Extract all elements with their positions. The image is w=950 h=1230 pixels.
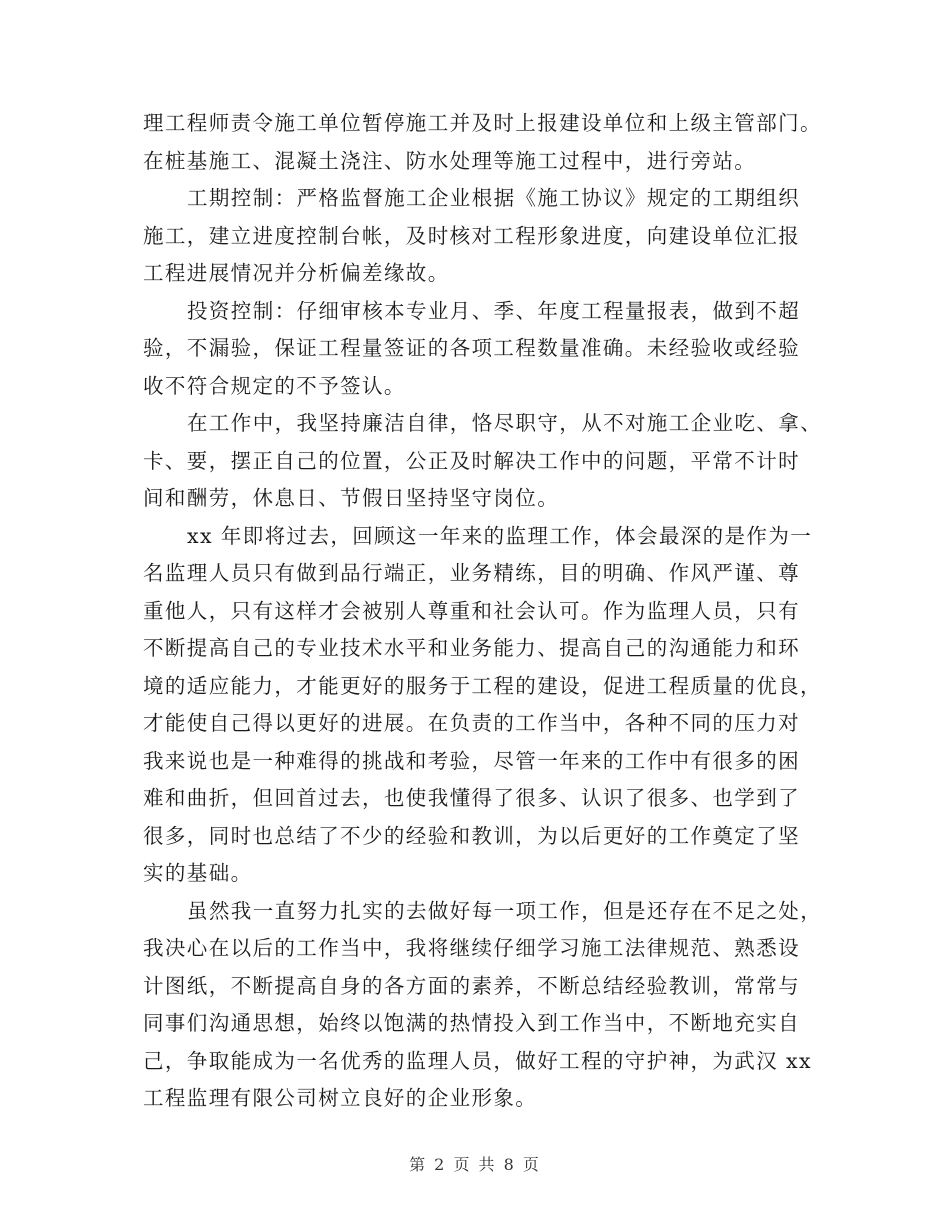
paragraph: [143, 893, 823, 1118]
text-line: 难和曲折，但回首过去，也使我懂得了很多、认识了很多、也学到了: [143, 786, 800, 810]
paragraph: [143, 293, 813, 406]
text-line: 才能使自己得以更好的进展。在负责的工作当中，各种不同的压力对: [143, 711, 800, 735]
text-line: xx 年即将过去，回顾这一年来的监理工作，体会最深的是作为一: [187, 523, 813, 548]
document-body: [143, 105, 823, 1118]
text-line: 名监理人员只有做到品行端正，业务精练，目的明确、作风严谨、尊: [143, 561, 800, 585]
text-line: 理工程师责令施工单位暂停施工并及时上报建设单位和上级主管部门。: [143, 111, 822, 135]
text-line: 收不符合规定的不予签认。: [143, 373, 406, 398]
page-footer: 第 2 页 共 8 页: [409, 1155, 541, 1174]
text-line: 施工，建立进度控制台帐，及时核对工程形象进度，向建设单位汇报: [143, 223, 800, 248]
text-line: 在桩基施工、混凝土浇注、防水处理等施工过程中，进行旁站。: [143, 148, 757, 173]
text-line: 不断提高自己的专业技术水平和业务能力、提高自己的沟通能力和环: [143, 636, 800, 660]
text-line: 同事们沟通思想，始终以饱满的热情投入到工作当中，不断地充实自: [143, 1011, 800, 1035]
text-line: 虽然我一直努力扎实的去做好每一项工作，但是还存在不足之处，: [187, 898, 823, 923]
text-line: 投资控制：仔细审核本专业月、季、年度工程量报表，做到不超: [187, 298, 801, 323]
paragraph: [143, 405, 823, 518]
text-line: 境的适应能力，才能更好的服务于工程的建设，促进工程质量的优良，: [143, 673, 822, 698]
text-line: 卡、要，摆正自己的位置，公正及时解决工作中的问题，平常不计时: [143, 448, 800, 473]
text-line: 工程进展情况并分析偏差缘故。: [143, 261, 450, 285]
paragraph: [143, 518, 822, 893]
paragraph: [143, 180, 813, 293]
text-line: 间和酬劳，休息日、节假日坚持坚守岗位。: [143, 486, 560, 510]
text-line: 重他人，只有这样才会被别人尊重和社会认可。作为监理人员，只有: [143, 598, 800, 623]
paragraph: [143, 105, 822, 180]
text-line: 实的基础。: [143, 861, 253, 885]
text-line: 计图纸，不断提高自身的各方面的素养，不断总结经验教训，常常与: [143, 973, 800, 998]
text-line: 很多，同时也总结了不少的经验和教训，为以后更好的工作奠定了坚: [143, 823, 800, 848]
text-line: 己，争取能成为一名优秀的监理人员，做好工程的守护神，为武汉 xx: [143, 1048, 812, 1073]
text-line: 验，不漏验，保证工程量签证的各项工程数量准确。未经验收或经验: [143, 336, 800, 360]
text-line: 工程监理有限公司树立良好的企业形象。: [143, 1086, 538, 1110]
text-line: 在工作中，我坚持廉洁自律，恪尽职守，从不对施工企业吃、拿、: [187, 411, 823, 435]
text-line: 我决心在以后的工作当中，我将继续仔细学习施工法律规范、熟悉设: [143, 936, 800, 960]
text-line: 我来说也是一种难得的挑战和考验，尽管一年来的工作中有很多的困: [143, 748, 800, 773]
text-line: 工期控制：严格监督施工企业根据《施工协议》规定的工期组织: [187, 186, 801, 210]
